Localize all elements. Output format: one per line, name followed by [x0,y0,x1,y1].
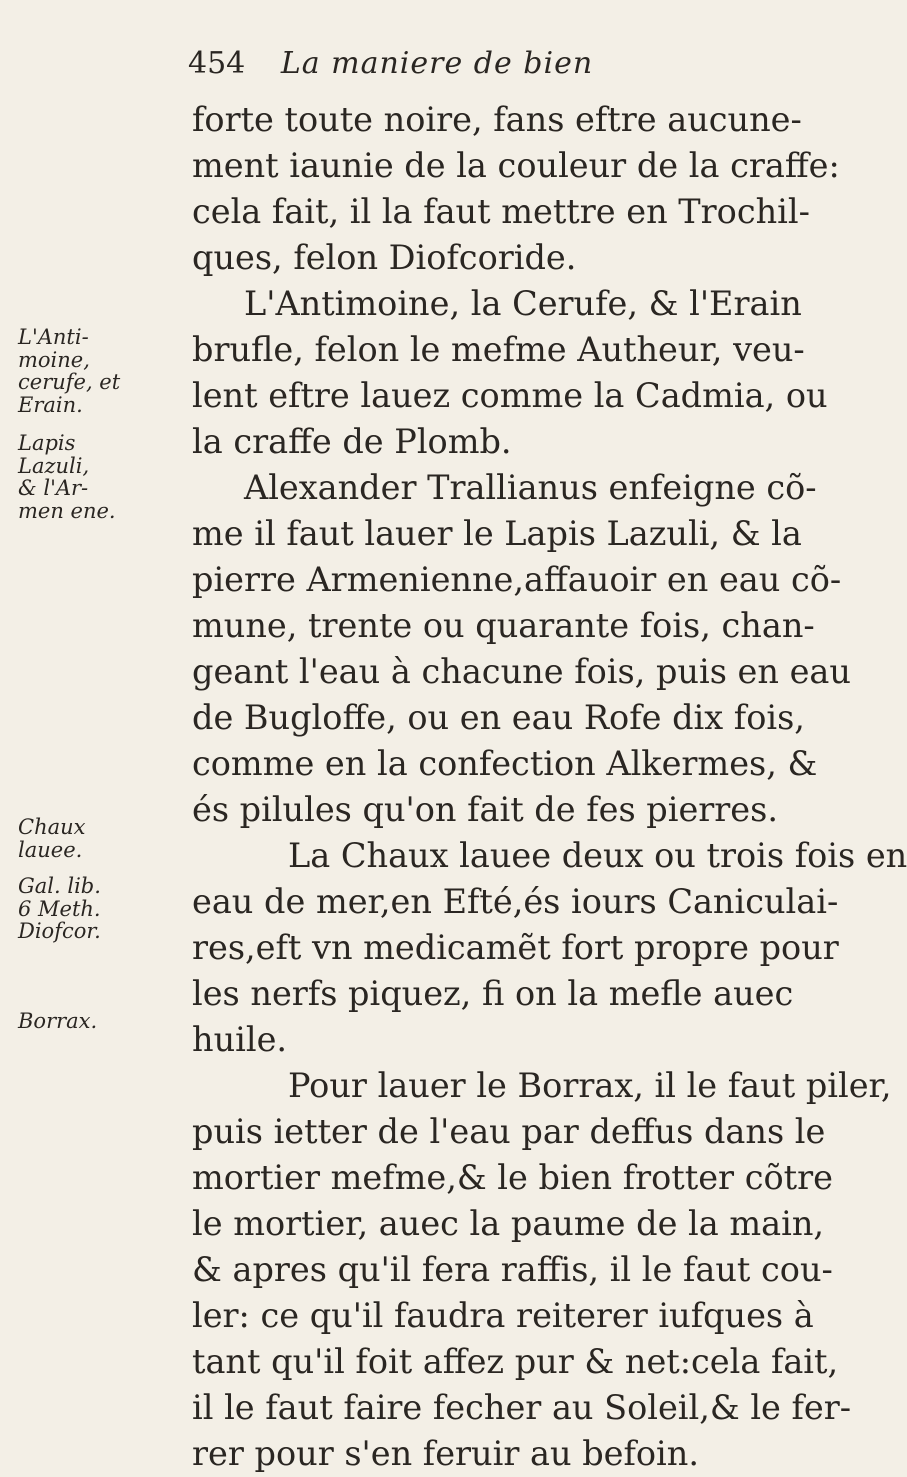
text-line: la craffe de Plomb. [192,422,512,461]
text-line: geant l'eau à chacune fois, puis en eau [192,652,851,691]
text-line: le mortier, auec la paume de la main, [192,1204,825,1243]
text-line: L'Antimoine, la Cerufe, & l'Erain [244,284,802,323]
text-line: & apres qu'il fera raffis, il le faut cou- [192,1250,833,1289]
text-line: lent eftre lauez comme la Cadmia, ou [192,376,828,415]
text-line: de Bugloffe, ou en eau Rofe dix fois, [192,698,805,737]
text-line: La Chaux lauee deux ou trois fois en [288,836,907,875]
text-line: les nerfs piquez, fi on la mefle auec [192,974,794,1013]
text-line: és pilules qu'on fait de fes pierres. [192,790,778,829]
text-line: brufle, felon le mefme Autheur, veu- [192,330,805,369]
margin-note-chaux [18,816,190,861]
text-line: mune, trente ou quarante fois, chan- [192,606,815,645]
text-line: me il faut lauer le Lapis Lazuli, & la [192,514,802,553]
text-line: pierre Armenienne,affauoir en eau cõ- [192,560,842,599]
text-line: ques, felon Diofcoride. [192,238,577,277]
margin-note-antimoine [18,326,190,416]
margin-note-lapis [18,432,190,522]
margin-note-line: Lazuli, [18,453,90,478]
text-line: ler: ce qu'il faudra reiterer iufques à [192,1296,814,1335]
margin-note-line: moine, [18,347,90,372]
text-line: ment iaunie de la couleur de la craffe: [192,146,840,185]
margin-note-line: & l'Ar- [18,476,89,500]
text-line: forte toute noire, fans eftre aucune- [192,100,802,139]
page-number: 454 [188,46,246,81]
text-line: Pour lauer le Borrax, il le faut piler, [288,1066,892,1105]
text-line: il le faut faire fecher au Soleil,& le fer- [192,1388,852,1427]
text-line: rer pour s'en feruir au befoin. [192,1434,699,1473]
text-line: puis ietter de l'eau par deffus dans le [192,1112,826,1151]
text-line: res,eft vn medicamẽt fort propre pour [192,928,839,967]
margin-note-line: Erain. [18,392,83,417]
text-line: mortier mefme,& le bien frotter cõtre [192,1158,833,1197]
margin-note-line: L'Anti- [18,325,89,349]
text-line: huile. [192,1020,288,1059]
body-text [192,97,907,1477]
margin-note-line: Lapis [18,431,76,455]
margin-note-line: Gal. lib. [18,874,101,898]
margin-note-galen [18,875,190,943]
margin-note-line: men ene. [18,498,116,523]
margin-note-line: cerufe, et [18,370,121,394]
running-title: La maniere de bien [280,46,594,81]
running-header [188,44,748,84]
text-line: cela fait, il la faut mettre en Trochil- [192,192,810,231]
text-line: comme en la confection Alkermes, & [192,744,818,783]
margin-note-line: Borrax. [18,1009,98,1033]
margin-note-line: Chaux [18,815,86,839]
text-line: eau de mer,en Efté,és iours Caniculai- [192,882,839,921]
margin-note-line: Diofcor. [18,919,101,943]
margin-note-line: lauee. [18,837,83,862]
margin-note-borrax [18,1010,190,1033]
text-line: tant qu'il foit affez pur & net:cela fait, [192,1342,839,1381]
text-line: Alexander Trallianus enfeigne cõ- [244,468,817,507]
margin-note-line: 6 Meth. [18,896,101,921]
